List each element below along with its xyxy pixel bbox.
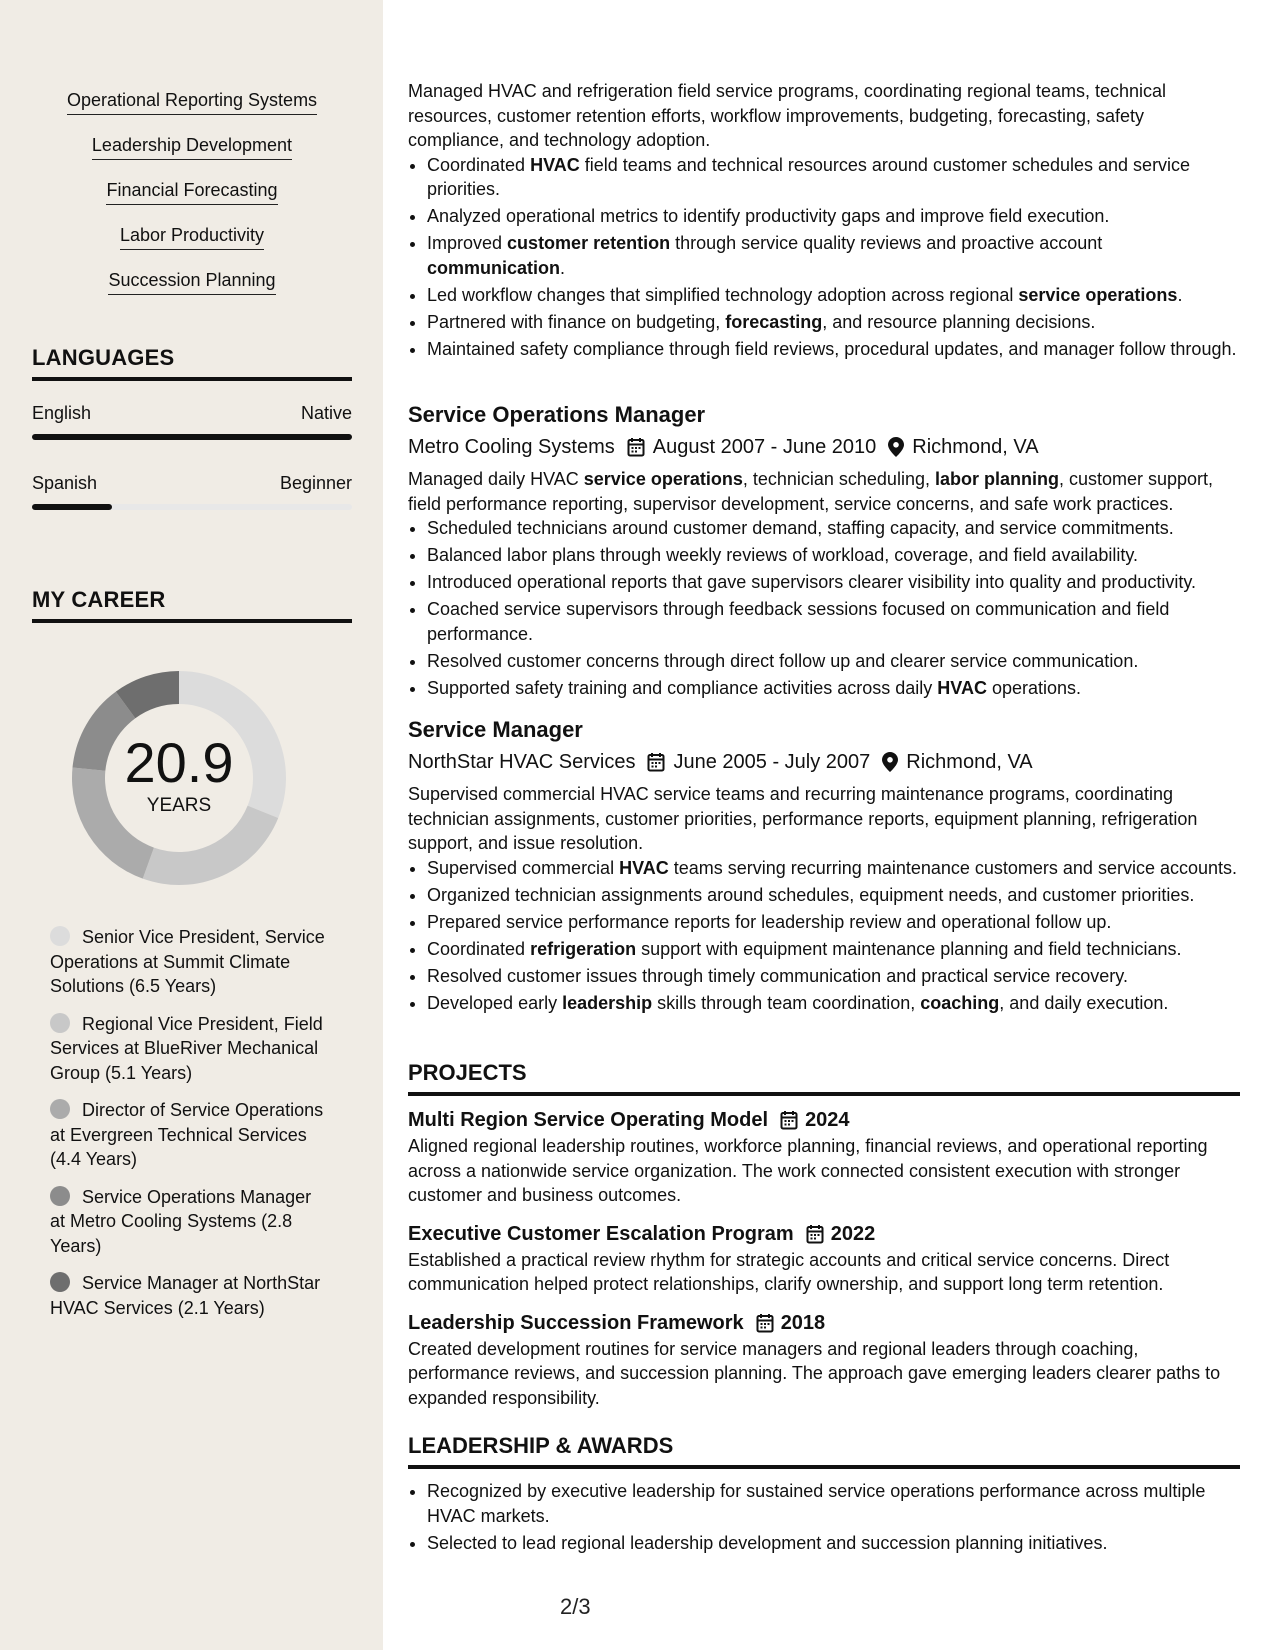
bullet-item: • Supported safety training and compliance activities across daily HVAC operations. <box>427 676 1240 701</box>
project-description: Aligned regional leadership routines, workforce planning, financial reviews, and operational reporting across a nationwide service organization. The work connected consistent execution with stronger customer and business outcomes. <box>408 1136 1208 1205</box>
language-level: Beginner <box>279 473 352 493</box>
project-description: Created development routines for service managers and regional leaders through coaching, performance reviews, and succession planning. The approach gave emerging leaders clearer paths to expanded responsibility. <box>408 1338 1221 1408</box>
calendar-icon <box>647 752 665 772</box>
bullet-item: • Prepared service performance reports for leadership review and operational follow up. <box>427 910 1240 935</box>
job-title: Service Operations Manager <box>408 402 706 427</box>
bullet-item: • Recognized by executive leadership for sustained service operations performance across multiple HVAC markets. <box>427 1479 1240 1528</box>
language-row <box>32 403 352 424</box>
language-name: Spanish <box>32 473 98 493</box>
skill-item: Operational Reporting Systems <box>67 88 317 115</box>
career-heading: MY CAREER <box>32 587 352 623</box>
donut-center <box>66 665 292 891</box>
career-legend-item <box>50 1098 330 1172</box>
job-meta <box>408 433 1240 461</box>
project-entry <box>408 1106 1240 1208</box>
career-legend-item <box>50 1185 330 1259</box>
project-entry <box>408 1309 1240 1411</box>
job-meta <box>408 748 1240 776</box>
bullet-item: • Led workflow changes that simplified technology adoption across regional service operations. <box>427 283 1240 308</box>
language-name: English <box>32 403 92 423</box>
job-bullets <box>408 516 1240 700</box>
location-pin-icon <box>882 752 898 772</box>
projects-section <box>408 1060 1240 1410</box>
job-title: Service Manager <box>408 717 583 742</box>
career-donut-chart <box>66 665 292 891</box>
language-bar-fill <box>32 434 352 440</box>
job-dates: August 2007 - June 2010 <box>652 436 877 458</box>
project-year: 2022 <box>830 1222 876 1245</box>
job-company: NorthStar HVAC Services <box>408 751 636 773</box>
proj-title <box>408 1220 1240 1248</box>
bullet-item: • Maintained safety compliance through field reviews, procedural updates, and manager follow through. <box>427 337 1240 362</box>
career-total-years: 20.9 <box>124 731 234 794</box>
bullet-item: • Resolved customer issues through timely communication and practical service recovery. <box>427 964 1240 989</box>
skill-row <box>32 223 352 268</box>
awards-section <box>408 1433 1240 1558</box>
proj-title <box>408 1309 1240 1337</box>
project-year: 2024 <box>805 1109 850 1131</box>
legend-dot-icon <box>50 1099 70 1119</box>
skill-item: Financial Forecasting <box>106 178 277 205</box>
skill-row <box>32 178 352 223</box>
bullet-item: • Resolved customer concerns through direct follow up and clearer service communication. <box>427 649 1240 674</box>
legend-dot-icon <box>50 926 70 946</box>
career-legend-item <box>50 1012 330 1086</box>
language-bar <box>32 504 352 510</box>
bullet-item: • Introduced operational reports that gave supervisors clearer visibility into quality and productivity. <box>427 570 1240 595</box>
job-entry <box>408 401 1240 703</box>
page-number: 2/3 <box>560 1594 591 1619</box>
awards-bullets <box>408 1479 1240 1555</box>
job-dates: June 2005 - July 2007 <box>673 751 871 773</box>
career-legend-label: Senior Vice President, Service Operations at Summit Climate Solutions (6.5 Years) <box>50 927 325 996</box>
bullet-item: • Organized technician assignments around schedules, equipment needs, and customer priorities. <box>427 883 1240 908</box>
language-level: Native <box>300 403 352 423</box>
project-entry <box>408 1220 1240 1297</box>
sidebar <box>0 0 383 1650</box>
career-legend-label: Director of Service Operations at Evergreen Technical Services (4.4 Years) <box>50 1100 324 1169</box>
language-bar <box>32 434 352 440</box>
skill-row <box>32 88 352 133</box>
career-legend-item <box>50 925 330 999</box>
proj-title <box>408 1106 1240 1134</box>
career-legend-label: Service Operations Manager at Metro Cooling Systems (2.8 Years) <box>50 1186 312 1256</box>
project-title: Executive Customer Escalation Program <box>408 1222 794 1245</box>
calendar-icon <box>780 1110 798 1130</box>
bullet-item: • Balanced labor plans through weekly reviews of workload, coverage, and field availability. <box>427 543 1240 568</box>
career-legend-label: Service Manager at NorthStar HVAC Services (2.1 Years) <box>50 1273 321 1318</box>
project-title: Multi Region Service Operating Model <box>408 1109 769 1131</box>
skill-item: Succession Planning <box>108 268 275 295</box>
calendar-icon <box>756 1313 774 1333</box>
skill-row <box>32 133 352 178</box>
career-legend <box>50 925 330 1333</box>
languages-heading: LANGUAGES <box>32 345 352 381</box>
job-summary: Supervised commercial HVAC service teams and recurring maintenance programs, coordinating technician assignments, customer priorities, performance reports, equipment planning, refrigeration support, and issue resolution. <box>408 784 1198 853</box>
intro-section <box>408 79 1240 364</box>
bullet-item: • Selected to lead regional leadership development and succession planning initiatives. <box>427 1531 1240 1556</box>
job-location: Richmond, VA <box>912 436 1039 458</box>
job-location: Richmond, VA <box>906 751 1033 773</box>
bullet-item: • Coordinated HVAC field teams and technical resources around customer schedules and service priorities. <box>427 153 1240 202</box>
main-content <box>408 0 1240 1650</box>
location-pin-icon <box>888 437 904 457</box>
bullet-item: • Partnered with finance on budgeting, forecasting, and resource planning decisions. <box>427 310 1240 335</box>
intro-summary: Managed HVAC and refrigeration field service programs, coordinating regional teams, technical resources, customer retention efforts, workflow improvements, budgeting, forecasting, safety compliance, and technology adoption. <box>408 81 1167 150</box>
career-legend-item <box>50 1271 330 1320</box>
projects-heading: PROJECTS <box>408 1060 1240 1096</box>
job-company: Metro Cooling Systems <box>408 436 615 458</box>
legend-dot-icon <box>50 1272 70 1292</box>
job-summary: Managed daily HVAC service operations, technician scheduling, labor planning, customer support, field performance reporting, supervisor development, service concerns, and safe work practices. <box>408 469 1214 514</box>
career-years-unit: YEARS <box>146 795 212 816</box>
intro-bullets <box>408 153 1240 362</box>
bullet-item: • Improved customer retention through service quality reviews and proactive account communication. <box>427 231 1240 280</box>
calendar-icon <box>806 1224 824 1244</box>
bullet-item: • Analyzed operational metrics to identify productivity gaps and improve field execution. <box>427 204 1240 229</box>
job-entry <box>408 716 1240 1018</box>
project-year: 2018 <box>780 1311 826 1334</box>
awards-heading: LEADERSHIP & AWARDS <box>408 1433 1240 1469</box>
legend-dot-icon <box>50 1013 70 1033</box>
legend-dot-icon <box>50 1186 70 1206</box>
career-legend-label: Regional Vice President, Field Services at BlueRiver Mechanical Group (5.1 Years) <box>50 1013 323 1083</box>
language-row <box>32 473 352 494</box>
language-bar-fill <box>32 504 112 510</box>
project-title: Leadership Succession Framework <box>408 1311 744 1334</box>
bullet-item: • Developed early leadership skills through team coordination, coaching, and daily execution. <box>427 991 1240 1016</box>
project-description: Established a practical review rhythm for strategic accounts and critical service concerns. Direct communication helped protect relationships, clarify ownership, and support long term retention. <box>408 1249 1170 1294</box>
bullet-item: • Coached service supervisors through feedback sessions focused on communication and field performance. <box>427 597 1240 646</box>
bullet-item: • Supervised commercial HVAC teams serving recurring maintenance customers and service accounts. <box>427 856 1240 881</box>
skills-list <box>32 88 352 313</box>
skill-row <box>32 268 352 313</box>
job-bullets <box>408 856 1240 1016</box>
skill-item: Leadership Development <box>92 133 292 160</box>
skill-item: Labor Productivity <box>120 223 264 250</box>
calendar-icon <box>627 437 645 457</box>
bullet-item: • Scheduled technicians around customer demand, staffing capacity, and service commitments. <box>427 516 1240 541</box>
bullet-item: • Coordinated refrigeration support with equipment maintenance planning and field technicians. <box>427 937 1240 962</box>
